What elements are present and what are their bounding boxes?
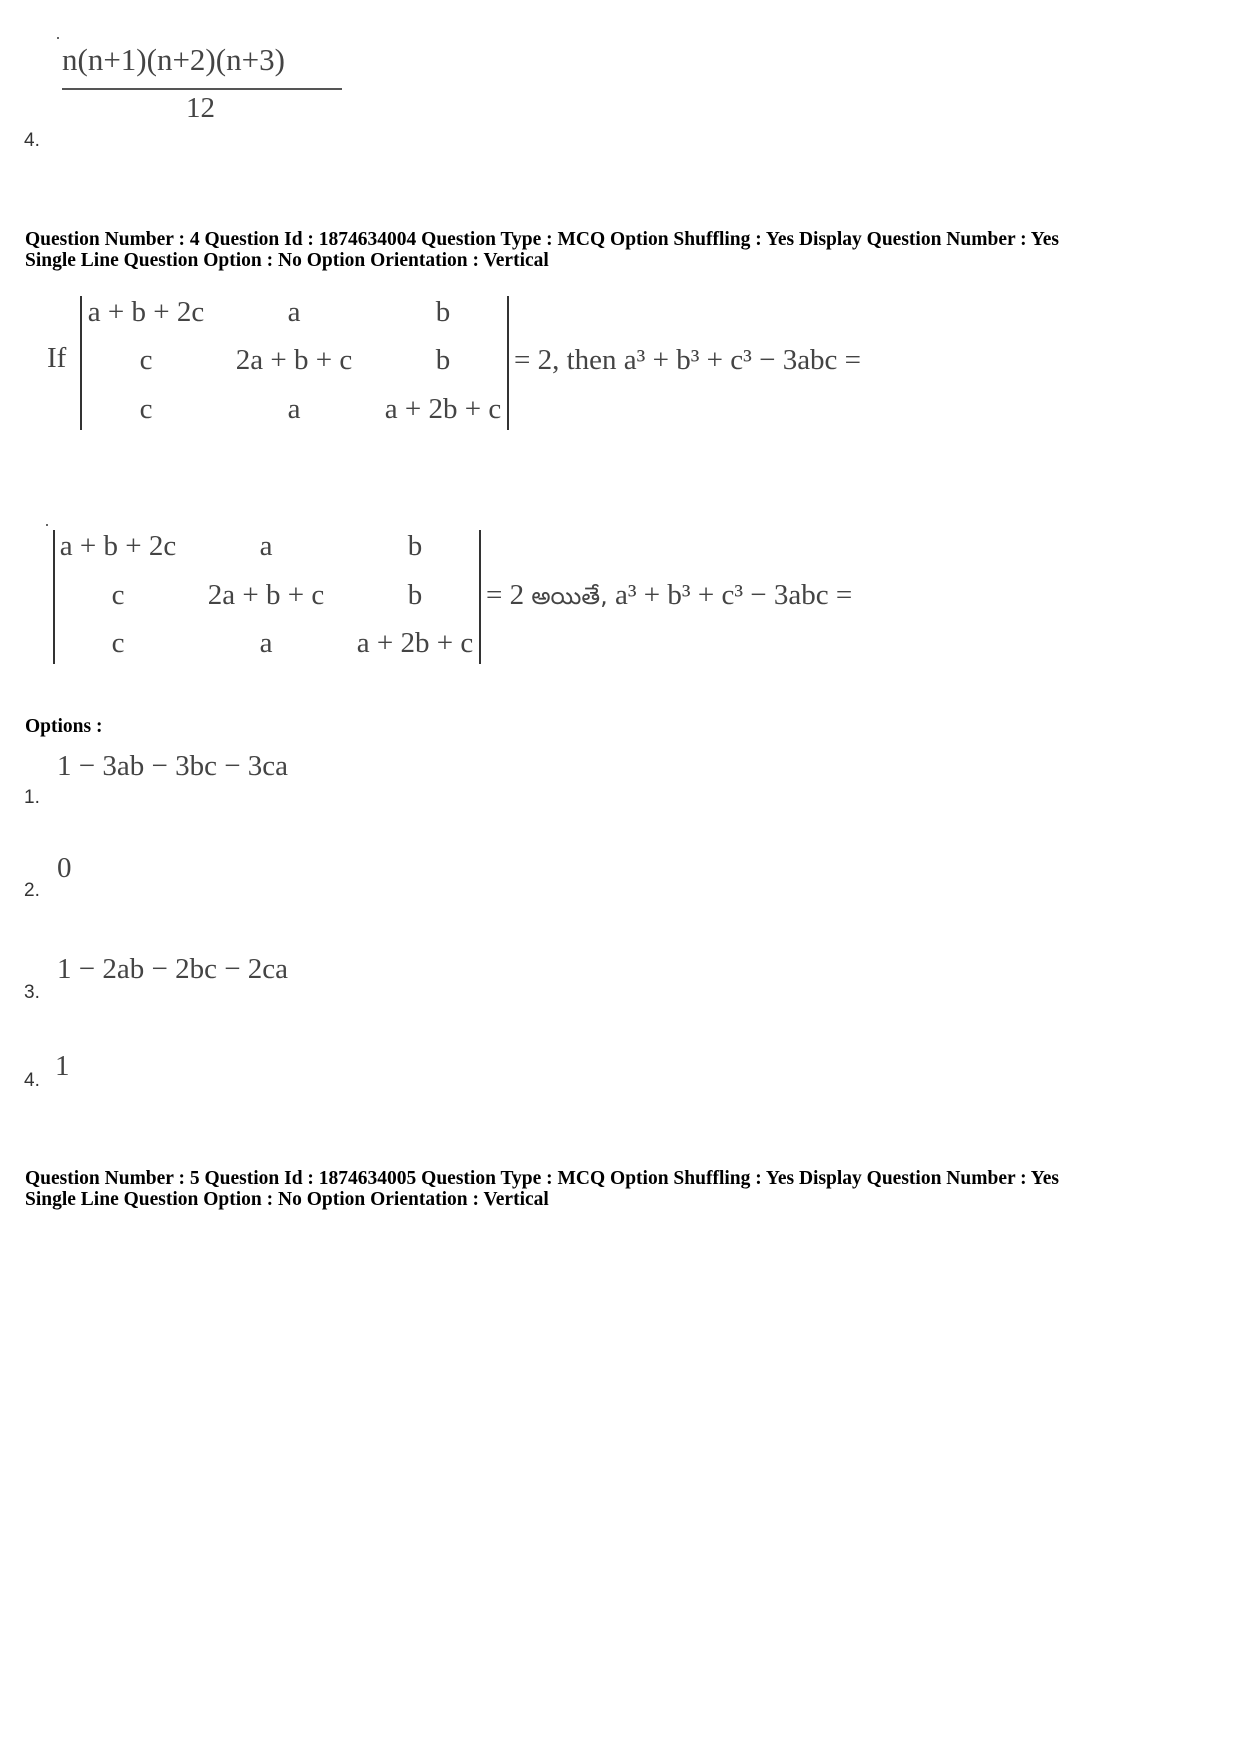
fraction-bar	[62, 88, 342, 90]
question-header-line2: Single Line Question Option : No Option Orientation : Vertical	[25, 1189, 549, 1210]
question-header: Question Number : 4 Question Id : 1874634004 Question Type : MCQ Option Shuffling : Yes Display Question Number : Yes	[25, 229, 1059, 250]
matrix-cell: b	[407, 530, 423, 562]
matrix-cell: a + b + 2c	[87, 296, 205, 328]
matrix-cell: c	[111, 627, 125, 659]
determinant-right-bar	[479, 530, 481, 664]
equals-value: = 2	[486, 579, 525, 611]
matrix-cell: 2a + b + c	[235, 344, 353, 376]
matrix-cell: a	[259, 627, 273, 659]
matrix-cell: a + 2b + c	[384, 393, 502, 425]
telugu-word: అయితే,	[531, 582, 608, 610]
matrix-cell: c	[111, 579, 125, 611]
matrix-cell: c	[139, 344, 153, 376]
option-number: 1.	[24, 787, 40, 808]
matrix-cell: a	[259, 530, 273, 562]
option-number: 3.	[24, 982, 40, 1003]
equation-rhs-telugu	[486, 579, 852, 616]
option-text: 1	[55, 1050, 70, 1082]
options-label: Options :	[25, 716, 103, 737]
option-number: 2.	[24, 880, 40, 901]
expression: a³ + b³ + c³ − 3abc =	[623, 344, 862, 376]
determinant-left-bar	[53, 530, 55, 664]
matrix-cell: a + b + 2c	[59, 530, 177, 562]
option-number: 4.	[24, 130, 40, 151]
determinant-right-bar	[507, 296, 509, 430]
question-header: Question Number : 5 Question Id : 1874634005 Question Type : MCQ Option Shuffling : Yes Display Question Number : Yes	[25, 1168, 1059, 1189]
matrix-cell: a	[287, 296, 301, 328]
expression: a³ + b³ + c³ − 3abc =	[614, 579, 853, 611]
matrix-cell: b	[435, 344, 451, 376]
matrix-cell: b	[435, 296, 451, 328]
option-text: 1 − 2ab − 2bc − 2ca	[57, 953, 289, 985]
question-header-line2: Single Line Question Option : No Option Orientation : Vertical	[25, 250, 549, 271]
matrix-cell: c	[139, 393, 153, 425]
then-text: , then	[552, 344, 624, 376]
matrix-cell: 2a + b + c	[207, 579, 325, 611]
matrix-cell: a	[287, 393, 301, 425]
stray-dot	[57, 37, 59, 39]
matrix-cell: a + 2b + c	[356, 627, 474, 659]
fraction-numerator: n(n+1)(n+2)(n+3)	[62, 42, 285, 77]
determinant-left-bar	[80, 296, 82, 430]
if-word: If	[47, 342, 67, 374]
option-text: 0	[57, 852, 72, 884]
equation-rhs	[514, 344, 861, 377]
option-text: 1 − 3ab − 3bc − 3ca	[57, 750, 289, 782]
option-number: 4.	[24, 1070, 40, 1091]
fraction-denominator: 12	[186, 92, 215, 124]
matrix-cell: b	[407, 579, 423, 611]
stray-dot	[46, 524, 48, 526]
equals-value: = 2	[514, 344, 553, 376]
